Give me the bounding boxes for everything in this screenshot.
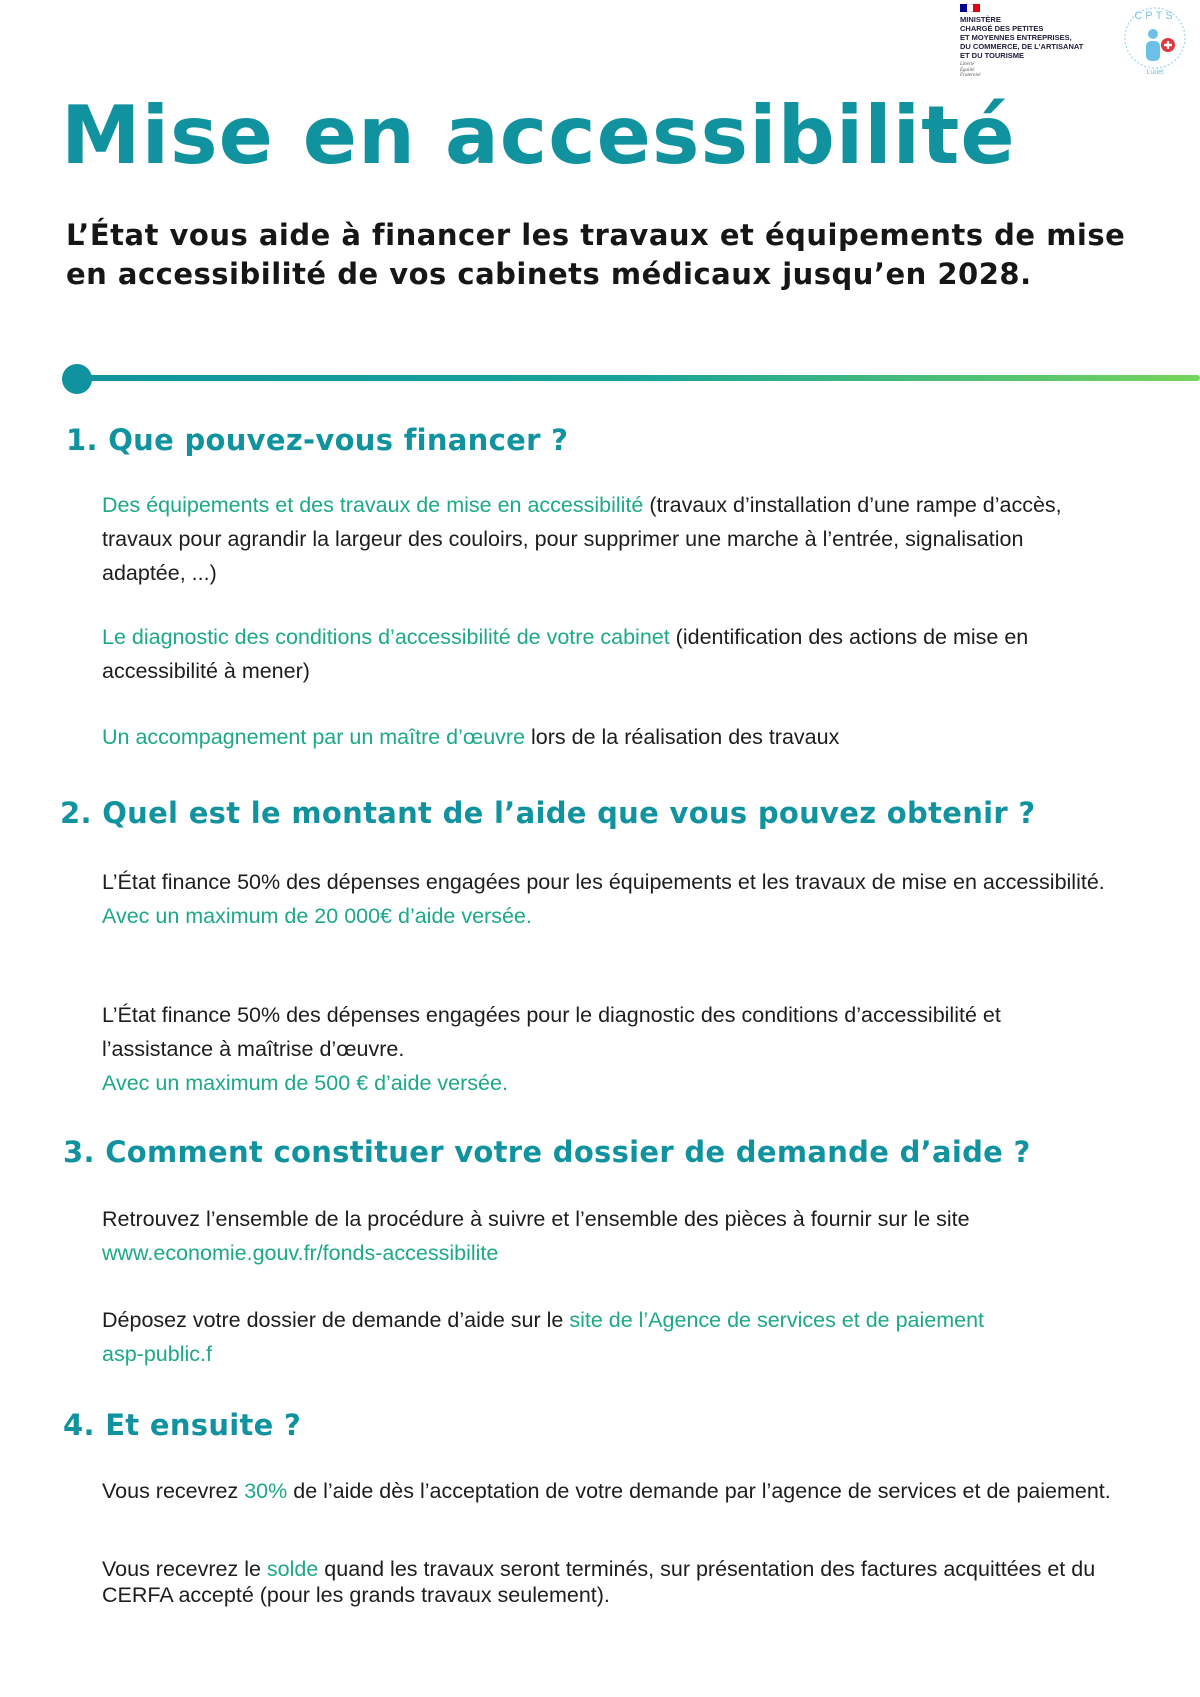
body-text: Déposez votre dossier de demande d’aide sur le xyxy=(102,1308,570,1332)
page-title: Mise en accessibilité xyxy=(61,89,1016,182)
section-1-paragraph-2 xyxy=(102,620,1112,688)
french-flag-icon xyxy=(960,4,980,12)
section-1-paragraph-1 xyxy=(102,488,1112,590)
gradient-divider xyxy=(62,362,1200,392)
asp-site-link[interactable]: site de l’Agence de services et de paiement xyxy=(569,1308,985,1332)
body-text: Retrouvez l’ensemble de la procédure à suivre et l’ensemble des pièces à fournir sur le site xyxy=(102,1207,970,1231)
body-text: (travaux d’installation d’une rampe d’accès, travaux pour agrandir la largeur des couloirs, pour supprimer une marche à l’entrée, signalisation adaptée, ...) xyxy=(102,493,1062,585)
section-3-paragraph-1 xyxy=(102,1202,1112,1270)
highlight-text: Avec un maximum de 20 000€ d’aide versée. xyxy=(102,904,532,928)
section-4-paragraph-1 xyxy=(102,1478,1112,1504)
asp-public-link[interactable]: asp-public.f xyxy=(102,1342,212,1366)
body-text: L’État finance 50% des dépenses engagées pour les équipements et les travaux de mise en accessibilité. xyxy=(102,870,1105,894)
section-2-paragraph-1 xyxy=(102,865,1112,933)
section-4-paragraph-2 xyxy=(102,1556,1112,1608)
ministry-logo xyxy=(960,4,1110,79)
body-text: Vous recevrez le xyxy=(102,1557,267,1581)
highlight-text: 30% xyxy=(244,1479,288,1503)
highlight-text: Avec un maximum de 500 € d’aide versée. xyxy=(102,1071,508,1095)
body-text: quand les travaux seront terminés, sur présentation des factures acquittées et du CERFA accepté (pour les grands travaux seulement). xyxy=(102,1557,1096,1607)
page-subtitle: L’État vous aide à financer les travaux et équipements de mise en accessibilité de vos cabinets médicaux jusqu’en 2028. xyxy=(66,218,1126,291)
body-text: de l’aide dès l’acceptation de votre demande par l’agence de services et de paiement. xyxy=(287,1479,1111,1503)
section-2-paragraph-2 xyxy=(102,998,1112,1100)
divider-dot xyxy=(62,364,92,394)
ministry-name: MINISTÈRE CHARGÉ DES PETITES ET MOYENNES ENTREPRISES, DU COMMERCE, DE L'ARTISANAT ET DU TOURISME xyxy=(960,15,1084,60)
body-text: L’État finance 50% des dépenses engagées pour le diagnostic des conditions d’accessibilité et l’assistance à maîtrise d’œuvre. xyxy=(102,1003,1001,1061)
highlight-text: solde xyxy=(266,1557,319,1581)
body-text: (identification des actions de mise en accessibilité à mener) xyxy=(102,625,1029,683)
republic-motto: Liberté Égalité Fraternité xyxy=(960,62,981,78)
header-logos xyxy=(960,0,1200,90)
section-1-paragraph-3 xyxy=(102,720,1112,754)
highlight-text: Un accompagnement par un maître d’œuvre xyxy=(102,725,526,749)
highlight-text: Des équipements et des travaux de mise en accessibilité xyxy=(102,493,644,517)
highlight-text: Le diagnostic des conditions d’accessibilité de votre cabinet xyxy=(102,625,670,649)
section-1-heading: 1. Que pouvez-vous financer ? xyxy=(66,423,569,457)
section-4-heading: 4. Et ensuite ? xyxy=(63,1408,302,1442)
body-text: Vous recevrez xyxy=(102,1479,245,1503)
divider-line xyxy=(76,375,1200,381)
section-2-heading: 2. Quel est le montant de l’aide que vous pouvez obtenir ? xyxy=(60,796,1036,830)
cpts-logo xyxy=(1120,2,1190,80)
website-link[interactable]: www.economie.gouv.fr/fonds-accessibilite xyxy=(102,1241,499,1265)
svg-text:CPTS: CPTS xyxy=(1134,10,1176,22)
svg-text:Lunel: Lunel xyxy=(1146,69,1164,76)
section-3-heading: 3. Comment constituer votre dossier de demande d’aide ? xyxy=(63,1135,1031,1169)
section-3-paragraph-2 xyxy=(102,1303,1112,1371)
body-text: lors de la réalisation des travaux xyxy=(525,725,840,749)
